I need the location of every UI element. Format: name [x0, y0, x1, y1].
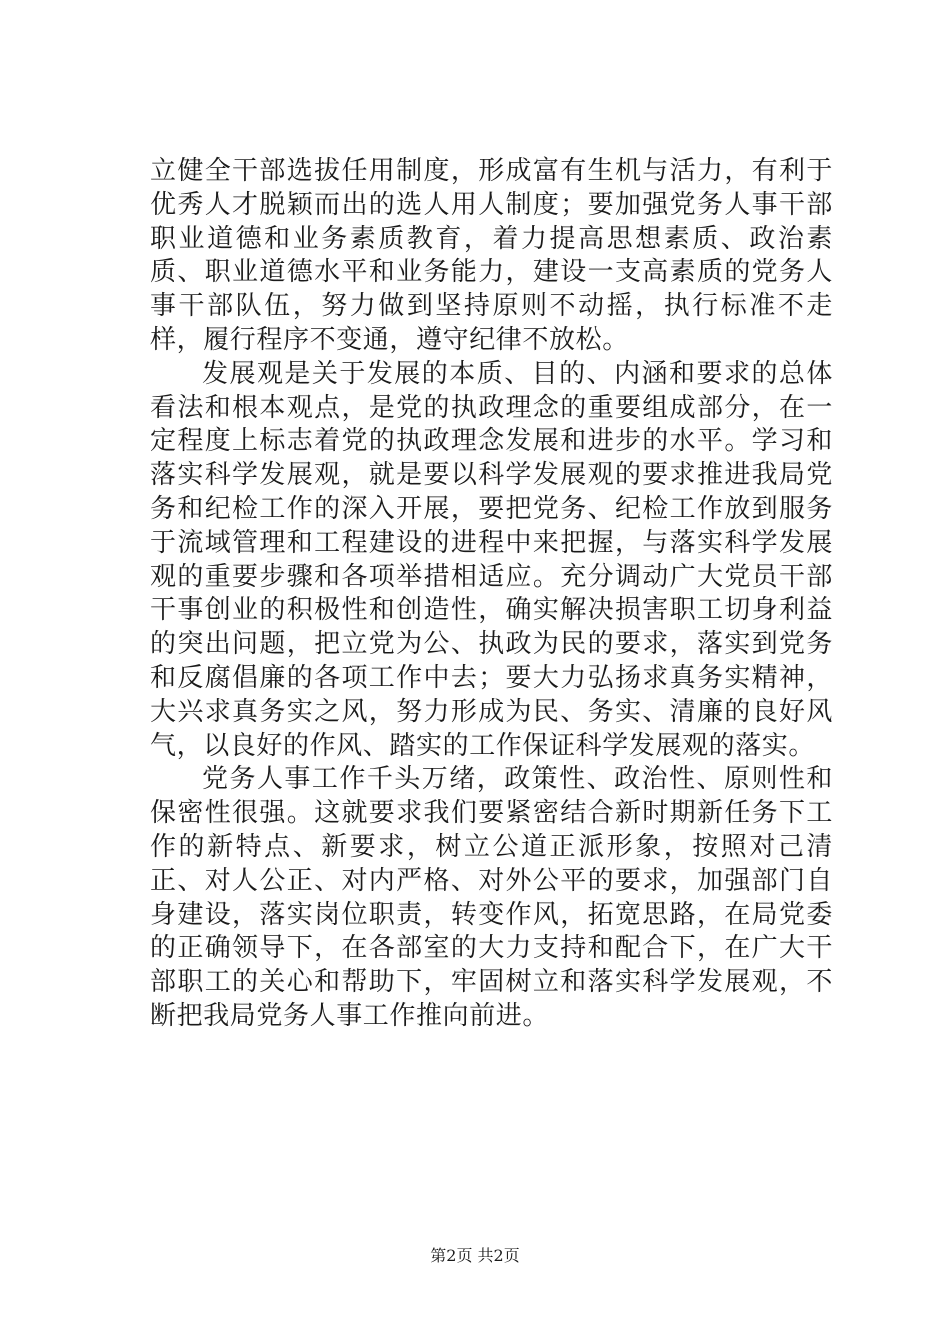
- paragraph-continued: 立健全干部选拔任用制度，形成富有生机与活力，有利于优秀人才脱颖而出的选人用人制度；要加强党务人事干部职业道德和业务素质教育，着力提高思想素质、政治素质、职业道德水平和业务能力，建设一支高素质的党务人事干部队伍，努力做到坚持原则不动摇，执行标准不走样，履行程序不变通，遵守纪律不放松。: [150, 156, 833, 355]
- page-footer: 第2页 共2页: [430, 1246, 520, 1265]
- document-body: [150, 155, 833, 1034]
- paragraph-party-affairs: 党务人事工作千头万绪，政策性、政治性、原则性和保密性很强。这就要求我们要紧密结合新时期新任务下工作的新特点、新要求，树立公道正派形象，按照对己清正、对人公正、对内严格、对外公平的要求，加强部门自身建设，落实岗位职责，转变作风，拓宽思路，在局党委的正确领导下，在各部室的大力支持和配合下，在广大干部职工的关心和帮助下，牢固树立和落实科学发展观，不断把我局党务人事工作推向前进。: [150, 764, 833, 1031]
- paragraph-development-view: 发展观是关于发展的本质、目的、内涵和要求的总体看法和根本观点，是党的执政理念的重要组成部分，在一定程度上标志着党的执政理念发展和进步的水平。学习和落实科学发展观，就是要以科学发展观的要求推进我局党务和纪检工作的深入开展，要把党务、纪检工作放到服务于流域管理和工程建设的进程中来把握，与落实科学发展观的重要步骤和各项举措相适应。充分调动广大党员干部干事创业的积极性和创造性，确实解决损害职工切身利益的突出问题，把立党为公、执政为民的要求，落实到党务和反腐倡廉的各项工作中去；要大力弘扬求真务实精神，大兴求真务实之风，努力形成为民、务实、清廉的良好风气，以良好的作风、踏实的工作保证科学发展观的落实。: [150, 358, 833, 761]
